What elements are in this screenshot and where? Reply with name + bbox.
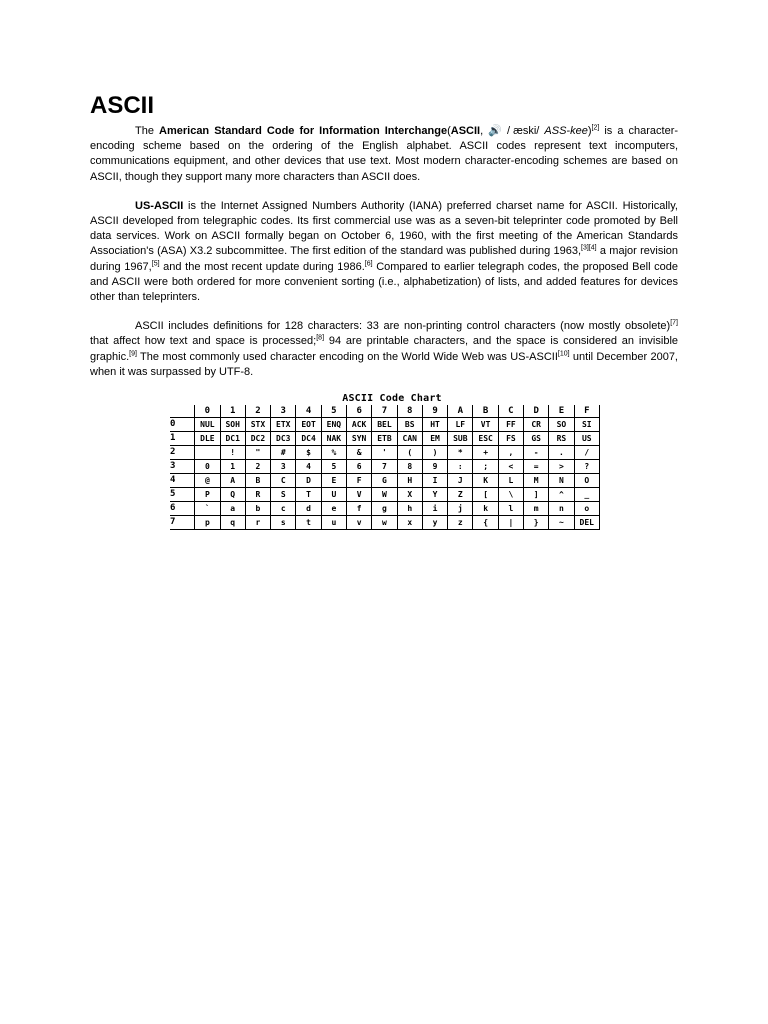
table-cell: h	[397, 502, 422, 516]
table-cell: DEL	[574, 516, 599, 530]
table-cell: d	[296, 502, 321, 516]
column-header: 7	[372, 405, 397, 418]
table-cell: HT	[422, 418, 447, 432]
table-cell: j	[448, 502, 473, 516]
table-cell: B	[245, 474, 270, 488]
table-cell: E	[321, 474, 346, 488]
table-cell: ?	[574, 460, 599, 474]
term-abbr: ASCII	[450, 125, 481, 137]
citation-link[interactable]: [7]	[670, 319, 678, 327]
table-cell: RS	[549, 432, 574, 446]
row-header: 0	[170, 418, 195, 432]
ascii-table	[170, 405, 600, 530]
table-cell: V	[347, 488, 372, 502]
table-cell: z	[448, 516, 473, 530]
table-cell: w	[372, 516, 397, 530]
table-cell: ^	[549, 488, 574, 502]
table-cell: DC3	[271, 432, 296, 446]
table-cell: 6	[347, 460, 372, 474]
table-cell: FF	[498, 418, 523, 432]
table-cell: S	[271, 488, 296, 502]
citation-link[interactable]: [3][4]	[581, 244, 597, 252]
column-header: 8	[397, 405, 422, 418]
table-corner	[170, 405, 195, 418]
table-cell: J	[448, 474, 473, 488]
table-cell: K	[473, 474, 498, 488]
table-cell: :	[448, 460, 473, 474]
column-header: C	[498, 405, 523, 418]
table-cell: SI	[574, 418, 599, 432]
page-title: ASCII	[90, 92, 155, 119]
table-cell: e	[321, 502, 346, 516]
table-cell: Y	[422, 488, 447, 502]
citation-link[interactable]: [9]	[129, 349, 137, 357]
table-cell: i	[422, 502, 447, 516]
table-cell: A	[220, 474, 245, 488]
table-cell: @	[195, 474, 220, 488]
table-cell: DC1	[220, 432, 245, 446]
table-row	[170, 488, 600, 502]
citation-link[interactable]: [2]	[591, 124, 600, 132]
table-cell: l	[498, 502, 523, 516]
table-cell: 4	[296, 460, 321, 474]
paragraph-intro: The American Standard Code for Information Interchange(ASCII, 🔊 / æski/ ASS-kee)[2] is a character-encoding scheme based on the ordering of the English alphabet. ASCII codes represent text incomputers, communications equipment, and other devices that use text. Most modern character-encoding schemes are based on ASCII, though they support many more characters than ASCII does.	[90, 124, 679, 183]
table-cell: >	[549, 460, 574, 474]
table-cell: L	[498, 474, 523, 488]
column-header: 0	[195, 405, 220, 418]
table-cell: 9	[422, 460, 447, 474]
table-cell: 3	[271, 460, 296, 474]
table-cell: US	[574, 432, 599, 446]
table-cell: SUB	[448, 432, 473, 446]
table-cell: *	[448, 446, 473, 460]
row-header: 7	[170, 516, 195, 530]
citation-link[interactable]: [10]	[557, 349, 570, 357]
table-row	[170, 460, 600, 474]
table-cell: ETX	[271, 418, 296, 432]
table-cell: M	[524, 474, 549, 488]
table-cell: BEL	[372, 418, 397, 432]
paragraph-definitions: ASCII includes definitions for 128 characters: 33 are non-printing control characters (now mostly obsolete)[7] that affect how text and space is processed;[8] 94 are printable characters, and the space is considered an invisible graphic.[9] The most commonly used character encoding on the World Wide Web was US-ASCII[10] until December 2007, when it was surpassed by UTF-8.	[90, 319, 679, 378]
table-cell: q	[220, 516, 245, 530]
table-cell: DC2	[245, 432, 270, 446]
table-cell: I	[422, 474, 447, 488]
article	[90, 92, 678, 394]
table-cell: (	[397, 446, 422, 460]
column-header: 2	[245, 405, 270, 418]
table-cell: 8	[397, 460, 422, 474]
table-row	[170, 474, 600, 488]
table-cell: SOH	[220, 418, 245, 432]
table-cell: %	[321, 446, 346, 460]
table-cell: VT	[473, 418, 498, 432]
table-cell: DLE	[195, 432, 220, 446]
table-cell: 2	[245, 460, 270, 474]
table-cell: c	[271, 502, 296, 516]
table-cell: m	[524, 502, 549, 516]
table-cell: R	[245, 488, 270, 502]
table-cell: k	[473, 502, 498, 516]
table-cell: NAK	[321, 432, 346, 446]
table-cell: _	[574, 488, 599, 502]
table-cell: LF	[448, 418, 473, 432]
table-cell: ESC	[473, 432, 498, 446]
citation-link[interactable]: [8]	[316, 334, 325, 342]
column-header: 5	[321, 405, 346, 418]
table-cell: +	[473, 446, 498, 460]
table-cell: SYN	[347, 432, 372, 446]
table-cell: }	[524, 516, 549, 530]
ascii-code-chart	[170, 393, 600, 530]
table-cell: n	[549, 502, 574, 516]
table-cell: O	[574, 474, 599, 488]
row-header: 2	[170, 446, 195, 460]
table-cell: =	[524, 460, 549, 474]
table-cell: BS	[397, 418, 422, 432]
column-header: 1	[220, 405, 245, 418]
table-cell: F	[347, 474, 372, 488]
table-cell: CR	[524, 418, 549, 432]
table-cell: Q	[220, 488, 245, 502]
table-cell: ]	[524, 488, 549, 502]
table-cell: t	[296, 516, 321, 530]
table-cell: f	[347, 502, 372, 516]
column-header: 4	[296, 405, 321, 418]
table-cell: H	[397, 474, 422, 488]
column-header-row	[170, 405, 600, 418]
table-cell: ;	[473, 460, 498, 474]
column-header: F	[574, 405, 599, 418]
table-row	[170, 516, 600, 530]
table-cell: 1	[220, 460, 245, 474]
table-cell: #	[271, 446, 296, 460]
table-cell: x	[397, 516, 422, 530]
table-cell: ,	[498, 446, 523, 460]
respelling: ASS-kee	[544, 125, 588, 137]
table-cell: U	[321, 488, 346, 502]
table-cell: C	[271, 474, 296, 488]
column-header: A	[448, 405, 473, 418]
table-cell: D	[296, 474, 321, 488]
table-cell: 5	[321, 460, 346, 474]
table-cell	[195, 446, 220, 460]
row-header: 6	[170, 502, 195, 516]
table-cell: EOT	[296, 418, 321, 432]
table-cell: ACK	[347, 418, 372, 432]
table-cell: \	[498, 488, 523, 502]
table-row	[170, 502, 600, 516]
column-header: 9	[422, 405, 447, 418]
citation-link[interactable]: [6]	[364, 259, 373, 267]
table-cell: [	[473, 488, 498, 502]
table-row	[170, 432, 600, 446]
table-cell: g	[372, 502, 397, 516]
column-header: 6	[347, 405, 372, 418]
table-cell: EM	[422, 432, 447, 446]
table-cell: "	[245, 446, 270, 460]
table-cell: $	[296, 446, 321, 460]
term-us-ascii: US-ASCII	[135, 199, 184, 212]
table-cell: `	[195, 502, 220, 516]
table-cell: '	[372, 446, 397, 460]
speaker-icon[interactable]: 🔊	[488, 125, 502, 137]
table-cell: GS	[524, 432, 549, 446]
table-cell: STX	[245, 418, 270, 432]
table-cell: !	[220, 446, 245, 460]
table-cell: P	[195, 488, 220, 502]
table-cell: ENQ	[321, 418, 346, 432]
paragraph-us-ascii: US-ASCII is the Internet Assigned Numbers Authority (IANA) preferred charset name for ASCII. Historically, ASCII developed from telegraphic codes. Its first commercial use was as a seven-bit teleprinter code promoted by Bell data services. Work on ASCII formally began on October 6, 1960, with the first meeting of the American Standards Association's (ASA) X3.2 subcommittee. The first edition of the standard was published during 1963,[3][4] a major revision during 1967,[5] and the most recent update during 1986.[6] Compared to earlier telegraph codes, the proposed Bell code and ASCII were both ordered for more convenient sorting (i.e., alphabetization) of lists, and added features for devices other than teleprinters.	[90, 199, 679, 304]
table-cell: SO	[549, 418, 574, 432]
table-cell: y	[422, 516, 447, 530]
table-cell: CAN	[397, 432, 422, 446]
table-cell: r	[245, 516, 270, 530]
table-cell: |	[498, 516, 523, 530]
table-cell: 7	[372, 460, 397, 474]
table-cell: N	[549, 474, 574, 488]
row-header: 5	[170, 488, 195, 502]
citation-link[interactable]: [5]	[151, 259, 160, 267]
table-cell: Z	[448, 488, 473, 502]
table-row	[170, 418, 600, 432]
table-cell: DC4	[296, 432, 321, 446]
table-cell: <	[498, 460, 523, 474]
table-cell: a	[220, 502, 245, 516]
table-cell: T	[296, 488, 321, 502]
column-header: D	[524, 405, 549, 418]
table-cell: )	[422, 446, 447, 460]
table-cell: X	[397, 488, 422, 502]
table-cell: -	[524, 446, 549, 460]
table-cell: W	[372, 488, 397, 502]
table-cell: o	[574, 502, 599, 516]
table-cell: 0	[195, 460, 220, 474]
table-row	[170, 446, 600, 460]
term-full-name: American Standard Code for Information Interchange	[159, 125, 448, 137]
table-cell: v	[347, 516, 372, 530]
table-cell: G	[372, 474, 397, 488]
column-header: E	[549, 405, 574, 418]
row-header: 4	[170, 474, 195, 488]
table-cell: .	[549, 446, 574, 460]
column-header: 3	[271, 405, 296, 418]
table-cell: b	[245, 502, 270, 516]
table-cell: &	[347, 446, 372, 460]
table-cell: ~	[549, 516, 574, 530]
table-cell: /	[574, 446, 599, 460]
table-cell: FS	[498, 432, 523, 446]
table-cell: u	[321, 516, 346, 530]
table-cell: s	[271, 516, 296, 530]
chart-title: ASCII Code Chart	[342, 393, 442, 404]
table-cell: p	[195, 516, 220, 530]
row-header: 1	[170, 432, 195, 446]
table-cell: ETB	[372, 432, 397, 446]
table-cell: {	[473, 516, 498, 530]
table-cell: NUL	[195, 418, 220, 432]
row-header: 3	[170, 460, 195, 474]
column-header: B	[473, 405, 498, 418]
